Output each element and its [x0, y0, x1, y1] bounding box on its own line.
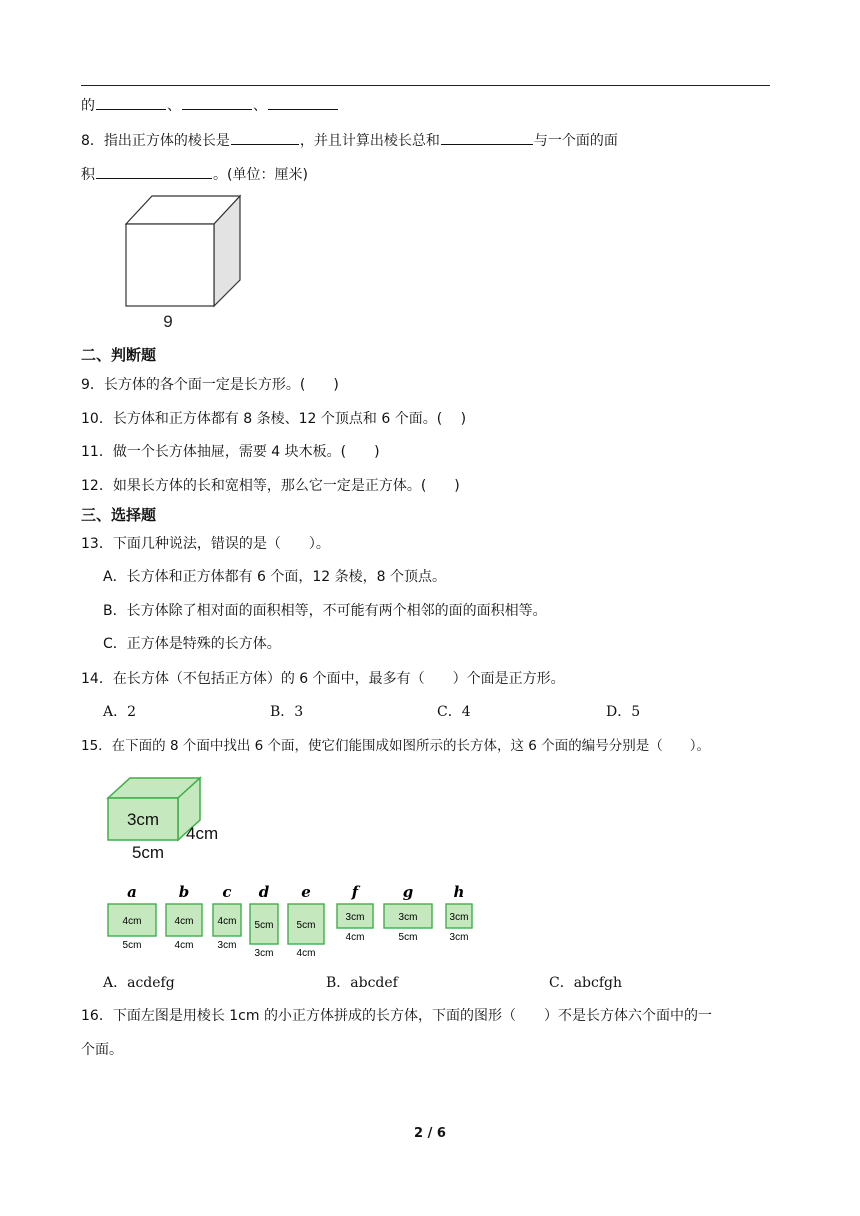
q7-prefix: 的: [81, 98, 95, 114]
q15-faces-figure: [100, 880, 490, 965]
face-letter-g: g: [402, 883, 414, 901]
q8-text: ，并且计算出棱长总和: [299, 133, 440, 149]
face-below-label-a: 5cm: [122, 940, 142, 951]
face-letter-d: d: [258, 883, 270, 901]
q16-line1: 16．下面左图是用棱长 1cm 的小正方体拼成的长方体，下面的图形（ ）不是长方体六个面中的一: [81, 1008, 712, 1024]
face-inner-label-h: 3cm: [449, 912, 469, 923]
q13-option-a[interactable]: A．长方体和正方体都有 6 个面，12 条棱，8 个顶点。: [103, 569, 447, 585]
q14-option-c[interactable]: C．4: [437, 704, 471, 720]
face-inner-label-a: 4cm: [122, 916, 142, 927]
q8-text: 8．指出正方体的棱长是: [81, 133, 230, 149]
q12: 12．如果长方体的长和宽相等，那么它一定是正方体。( ): [81, 478, 460, 494]
cuboid-label-width: 5cm: [131, 843, 165, 862]
face-letter-a: a: [127, 883, 137, 901]
face-below-label-c: 3cm: [217, 940, 237, 951]
separator: 、: [253, 98, 267, 114]
q15-cuboid-figure: [100, 772, 240, 864]
answer-blank[interactable]: [182, 93, 252, 110]
face-below-label-g: 5cm: [398, 932, 418, 943]
q15-option-a[interactable]: A．acdefg: [103, 975, 175, 991]
top-rule: [81, 85, 770, 86]
q7-tail: [81, 93, 339, 116]
q8-line1: [81, 128, 618, 151]
q15-option-c[interactable]: C．abcfgh: [549, 975, 623, 991]
separator: 、: [167, 98, 181, 114]
face-inner-label-f: 3cm: [345, 912, 365, 923]
face-inner-label-g: 3cm: [398, 912, 418, 923]
face-letter-e: e: [301, 883, 311, 901]
q8-text: 积: [81, 167, 95, 183]
q8-line2: [81, 162, 308, 185]
q8-text: 。(单位：厘米): [213, 167, 308, 183]
cube-figure: [118, 190, 248, 335]
q13-option-c[interactable]: C．正方体是特殊的长方体。: [103, 636, 281, 652]
cuboid-label-front: 3cm: [126, 810, 160, 829]
q14-option-a[interactable]: A．2: [103, 704, 137, 720]
face-inner-label-b: 4cm: [174, 916, 194, 927]
q14-option-b[interactable]: B．3: [270, 704, 304, 720]
face-below-label-b: 4cm: [174, 940, 194, 951]
face-inner-label-c: 4cm: [217, 916, 237, 927]
cube-edge-label: 9: [163, 312, 173, 331]
face-below-label-h: 3cm: [449, 932, 469, 943]
face-inner-label-d: 5cm: [254, 920, 274, 931]
q15-option-b[interactable]: B．abcdef: [326, 975, 398, 991]
face-letter-b: b: [178, 883, 190, 901]
q13-stem: 13．下面几种说法，错误的是（ ）。: [81, 536, 330, 552]
answer-blank[interactable]: [231, 128, 299, 145]
cube-front-face: [126, 224, 214, 306]
answer-blank[interactable]: [96, 162, 212, 179]
q14-stem: 14．在长方体（不包括正方体）的 6 个面中，最多有（ ）个面是正方形。: [81, 671, 565, 687]
q10: 10．长方体和正方体都有 8 条棱、12 个顶点和 6 个面。( ): [81, 411, 467, 427]
q16-line2: 个面。: [81, 1042, 123, 1058]
q14-option-d[interactable]: D．5: [606, 704, 641, 720]
q8-text: 与一个面的面: [533, 133, 618, 149]
face-letter-c: c: [222, 883, 232, 901]
q15-stem: 15．在下面的 8 个面中找出 6 个面，使它们能围成如图所示的长方体，这 6 个面的编号分别是（ ）。: [81, 738, 710, 754]
section-title-judgement: 二、判断题: [81, 346, 157, 364]
q11: 11．做一个长方体抽屉，需要 4 块木板。( ): [81, 444, 380, 460]
face-letter-f: f: [351, 883, 359, 901]
page-number: 2 / 6: [414, 1126, 446, 1141]
answer-blank[interactable]: [96, 93, 166, 110]
answer-blank[interactable]: [268, 93, 338, 110]
q9: 9．长方体的各个面一定是长方形。( ): [81, 377, 339, 393]
face-below-label-d: 3cm: [254, 948, 274, 959]
section-title-choice: 三、选择题: [81, 506, 157, 524]
q13-option-b[interactable]: B．长方体除了相对面的面积相等，不可能有两个相邻的面的面积相等。: [103, 603, 547, 619]
cuboid-label-depth: 4cm: [186, 824, 219, 843]
face-letter-h: h: [453, 883, 465, 901]
face-inner-label-e: 5cm: [296, 920, 316, 931]
answer-blank[interactable]: [441, 128, 533, 145]
face-below-label-f: 4cm: [345, 932, 365, 943]
face-below-label-e: 4cm: [296, 948, 316, 959]
